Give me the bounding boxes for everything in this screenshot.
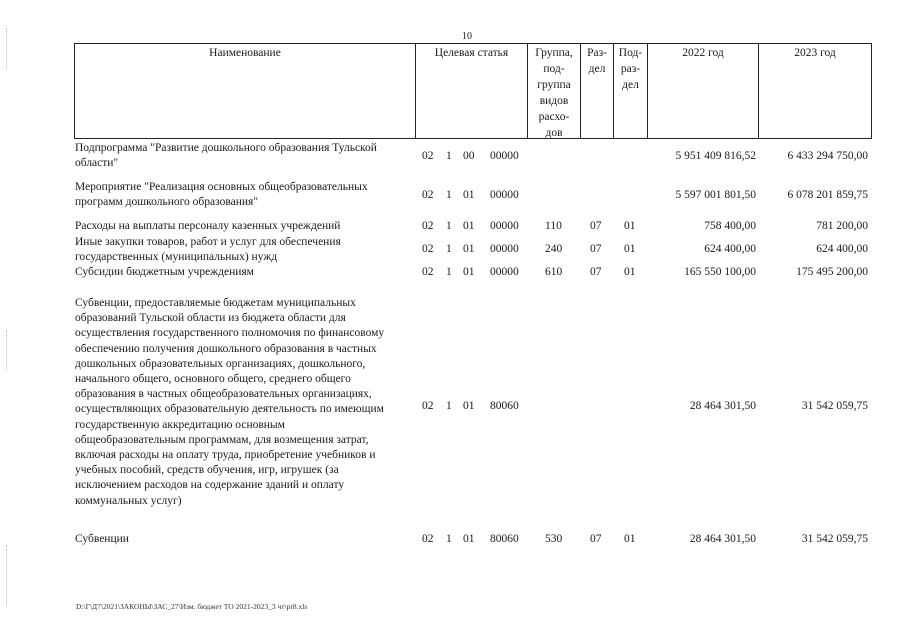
- amount-2023: 175 495 200,00: [796, 266, 868, 278]
- amount-2022: 28 464 301,50: [689, 533, 756, 545]
- row-name-line: Расходы на выплаты персоналу казенных учреждений: [75, 220, 341, 232]
- target-code-3: 01: [463, 243, 475, 255]
- target-code-1: 02: [422, 150, 434, 162]
- target-code-3: 01: [463, 189, 475, 201]
- margin-dots-middle: [6, 330, 9, 370]
- amount-2023: 31 542 059,75: [801, 400, 868, 412]
- target-code-3: 01: [463, 220, 475, 232]
- row-name-line: осуществления государственного полномочия по финансовому: [75, 327, 385, 340]
- target-code-2: 1: [446, 189, 452, 201]
- row-name-line: Субвенции, предоставляемые бюджетам муниципальных: [75, 297, 356, 309]
- row-name-line: исключением расходов на содержание зданий и оплату: [75, 479, 345, 492]
- row-name-line: Субвенции: [75, 533, 129, 545]
- row-name-line: осуществляющих образовательную деятельность по имеющим: [75, 403, 384, 416]
- header-name: Наименование: [209, 47, 281, 59]
- header-year-2023: 2023 год: [794, 47, 836, 59]
- row-name-line: Иные закупки товаров, работ и услуг для обеспечения: [75, 236, 341, 248]
- target-code-1: 02: [422, 243, 434, 255]
- row-name-line: государственных (муниципальных) нужд: [75, 251, 278, 264]
- row-name-line: программ дошкольного образования": [75, 196, 259, 209]
- header-group: [528, 45, 580, 141]
- amount-2023: 31 542 059,75: [801, 533, 868, 545]
- section-code: 07: [590, 243, 602, 255]
- header-section-line: Раз-: [587, 47, 607, 59]
- target-code-4: 00000: [490, 150, 519, 162]
- target-code-4: 80060: [490, 533, 519, 545]
- row-name-line: Подпрограмма "Развитие дошкольного образования Тульской: [75, 142, 377, 154]
- subsection-code: 01: [624, 220, 636, 232]
- header-group-line: расхо-: [538, 111, 570, 123]
- header-group-line: Группа,: [535, 47, 573, 59]
- amount-2023: 781 200,00: [816, 220, 868, 232]
- header-top-border: [74, 43, 872, 44]
- header-section-line: дел: [588, 63, 606, 75]
- amount-2023: 624 400,00: [816, 243, 868, 255]
- subsection-code: 01: [624, 533, 636, 545]
- header-subsection-line: раз-: [620, 63, 641, 75]
- row-name-line: государственную аккредитацию основным: [75, 418, 285, 431]
- row-name: [75, 235, 415, 265]
- target-code-4: 80060: [490, 400, 519, 412]
- target-code-1: 02: [422, 189, 434, 201]
- subsection-code: 01: [624, 266, 636, 278]
- row-name-line: начального общего, основного общего, среднего общего: [75, 373, 351, 386]
- row-name-line: Мероприятие "Реализация основных общеобразовательных: [75, 181, 368, 193]
- target-code-1: 02: [422, 266, 434, 278]
- header-group-line: дов: [545, 127, 563, 139]
- row-name: [75, 532, 415, 547]
- group-code: 530: [545, 533, 563, 545]
- target-code-1: 02: [422, 400, 434, 412]
- group-code: 240: [545, 243, 563, 255]
- amount-2022: 758 400,00: [704, 220, 756, 232]
- header-subsection-line: Под-: [618, 47, 643, 59]
- header-group-line: группа: [537, 79, 571, 91]
- amount-2022: 624 400,00: [704, 243, 756, 255]
- target-code-2: 1: [446, 266, 452, 278]
- amount-2023: 6 078 201 859,75: [787, 189, 868, 201]
- target-code-3: 01: [463, 266, 475, 278]
- row-name: [75, 141, 415, 171]
- group-code: 110: [545, 220, 562, 232]
- target-code-3: 01: [463, 400, 475, 412]
- header-group-line: видов: [539, 95, 569, 107]
- target-code-1: 02: [422, 220, 434, 232]
- row-name-line: коммунальных услуг): [75, 494, 182, 507]
- row-name: [75, 219, 415, 234]
- row-name-line: образований Тульской области из бюджета области для: [75, 312, 346, 325]
- amount-2022: 5 597 001 801,50: [675, 189, 756, 201]
- target-code-4: 00000: [490, 243, 519, 255]
- target-code-3: 01: [463, 533, 475, 545]
- section-code: 07: [590, 266, 602, 278]
- footer-file-path: D:\Г\Д7\2021\ЗАКОНЫ\ЗАС_27\Изм. бюджет ТО 2021-2023_3 чт\pr8.xls: [76, 602, 308, 611]
- header-bottom-border: [74, 138, 872, 139]
- group-code: 610: [545, 266, 563, 278]
- row-name-line: дошкольных образовательных организациях, дошкольного,: [75, 357, 366, 370]
- row-name-line: обеспечению получения дошкольного образования в частных: [75, 342, 377, 355]
- target-code-4: 00000: [490, 189, 519, 201]
- target-code-2: 1: [446, 150, 452, 162]
- target-code-2: 1: [446, 533, 452, 545]
- header-group-line: под-: [543, 63, 565, 75]
- row-name-line: Субсидии бюджетным учреждениям: [75, 266, 254, 278]
- target-code-4: 00000: [490, 220, 519, 232]
- header-subsection-line: дел: [622, 79, 639, 91]
- page-number: 10: [462, 31, 472, 42]
- target-code-4: 00000: [490, 266, 519, 278]
- row-name-line: общеобразовательным программам, для возмещения затрат,: [75, 433, 369, 446]
- section-code: 07: [590, 533, 602, 545]
- row-name-line: области": [75, 157, 119, 170]
- target-code-3: 00: [463, 150, 475, 162]
- row-name: [75, 265, 415, 280]
- target-code-2: 1: [446, 400, 452, 412]
- margin-dots-top: [6, 28, 9, 68]
- row-name: [75, 296, 415, 509]
- header-section: [581, 45, 613, 77]
- row-name-line: учебных пособий, средств обучения, игр, игрушек (за: [75, 464, 339, 477]
- margin-dots-bottom: [6, 545, 9, 605]
- target-code-2: 1: [446, 220, 452, 232]
- subsection-code: 01: [624, 243, 636, 255]
- header-target-article: Целевая статья: [434, 47, 509, 59]
- amount-2022: 165 550 100,00: [684, 266, 756, 278]
- amount-2023: 6 433 294 750,00: [787, 150, 868, 162]
- amount-2022: 5 951 409 816,52: [675, 150, 756, 162]
- row-name-line: образования в частных общеобразовательных организациях,: [75, 388, 372, 401]
- header-subsection: [614, 45, 647, 93]
- section-code: 07: [590, 220, 602, 232]
- header-vline-7: [871, 43, 872, 139]
- row-name: [75, 180, 415, 210]
- header-year-2022: 2022 год: [682, 47, 724, 59]
- row-name-line: включая расходы на оплату труда, приобретение учебников и: [75, 449, 376, 462]
- amount-2022: 28 464 301,50: [689, 400, 756, 412]
- target-code-1: 02: [422, 533, 434, 545]
- target-code-2: 1: [446, 243, 452, 255]
